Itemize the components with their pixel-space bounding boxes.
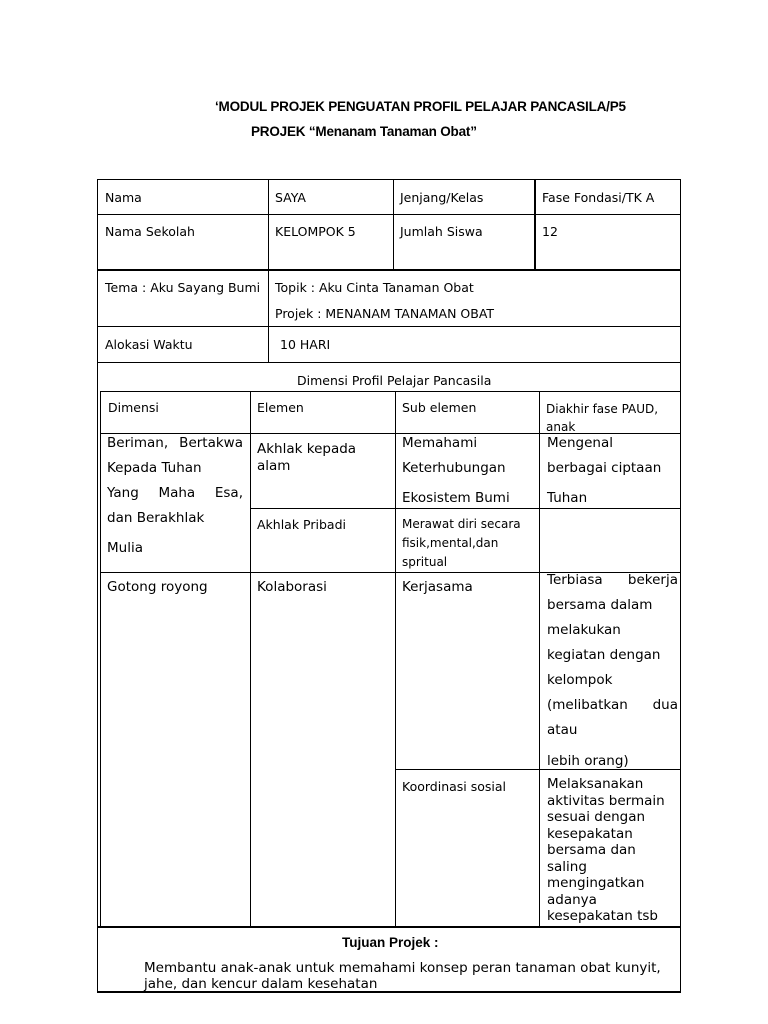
header-dimensi: Dimensi [108, 400, 159, 415]
tema-text: Tema : Aku Sayang Bumi [105, 280, 261, 295]
sub-elemen-koordinasi-sosial: Koordinasi sosial [402, 779, 507, 794]
jumlah-siswa-label: Jumlah Siswa [400, 224, 483, 239]
document-title-line-2: PROJEK “Menanam Tanaman Obat” [251, 124, 477, 139]
tujuan-projek-label: Tujuan Projek : [342, 935, 439, 950]
dimensi-beriman: Beriman, Bertakwa Kepada Tuhan Yang Maha Esa, dan Berakhlak Mulia [107, 435, 243, 556]
tujuan-projek-text: Membantu anak-anak untuk memahami konsep peran tanaman obat kunyit, jahe, dan kencur dalam kesehatan [144, 960, 661, 992]
dimensi-section-title: Dimensi Profil Pelajar Pancasila [297, 373, 492, 388]
sub-elemen-kerjasama: Kerjasama [402, 579, 473, 595]
capaian-kerjasama: Terbiasa bekerja bersama dalam melakukan kegiatan dengan kelompok (melibatkan dua atau lebih orang) [547, 572, 678, 769]
elemen-akhlak-alam: Akhlak kepada alam [257, 441, 357, 474]
sub-elemen-ekosistem: Memahami Keterhubungan Ekosistem Bumi [402, 435, 510, 506]
projek-text: Projek : MENANAM TANAMAN OBAT [275, 306, 495, 321]
header-diakhir-fase: Diakhir fase PAUD, anak [546, 402, 659, 434]
document-title-line-1: ‘MODUL PROJEK PENGUATAN PROFIL PELAJAR PANCASILA/P5 [215, 99, 626, 114]
jenjang-value: Fase Fondasi/TK A [542, 190, 655, 205]
nama-sekolah-label: Nama Sekolah [105, 224, 195, 239]
dimensi-gotong-royong: Gotong royong [107, 579, 208, 595]
capaian-mengenal-ciptaan: Mengenal berbagai ciptaan Tuhan [547, 435, 662, 506]
nama-label: Nama [105, 190, 142, 205]
capaian-koordinasi-sosial: Melaksanakan aktivitas bermain sesuai dengan kesepakatan bersama dan saling mengingatkan adanya kesepakatan tsb [547, 776, 665, 924]
nama-value: SAYA [275, 190, 306, 205]
topik-text: Topik : Aku Cinta Tanaman Obat [275, 280, 474, 295]
jenjang-label: Jenjang/Kelas [400, 190, 484, 205]
alokasi-waktu-value: 10 HARI [280, 337, 331, 352]
header-elemen: Elemen [257, 400, 304, 415]
nama-sekolah-value: KELOMPOK 5 [275, 224, 356, 239]
header-sub-elemen: Sub elemen [402, 400, 477, 415]
alokasi-waktu-label: Alokasi Waktu [105, 337, 193, 352]
sub-elemen-merawat-diri: Merawat diri secara fisik,mental,dan spritual [402, 517, 521, 569]
elemen-akhlak-pribadi: Akhlak Pribadi [257, 517, 346, 532]
jumlah-siswa-value: 12 [542, 224, 558, 239]
elemen-kolaborasi: Kolaborasi [257, 579, 327, 595]
